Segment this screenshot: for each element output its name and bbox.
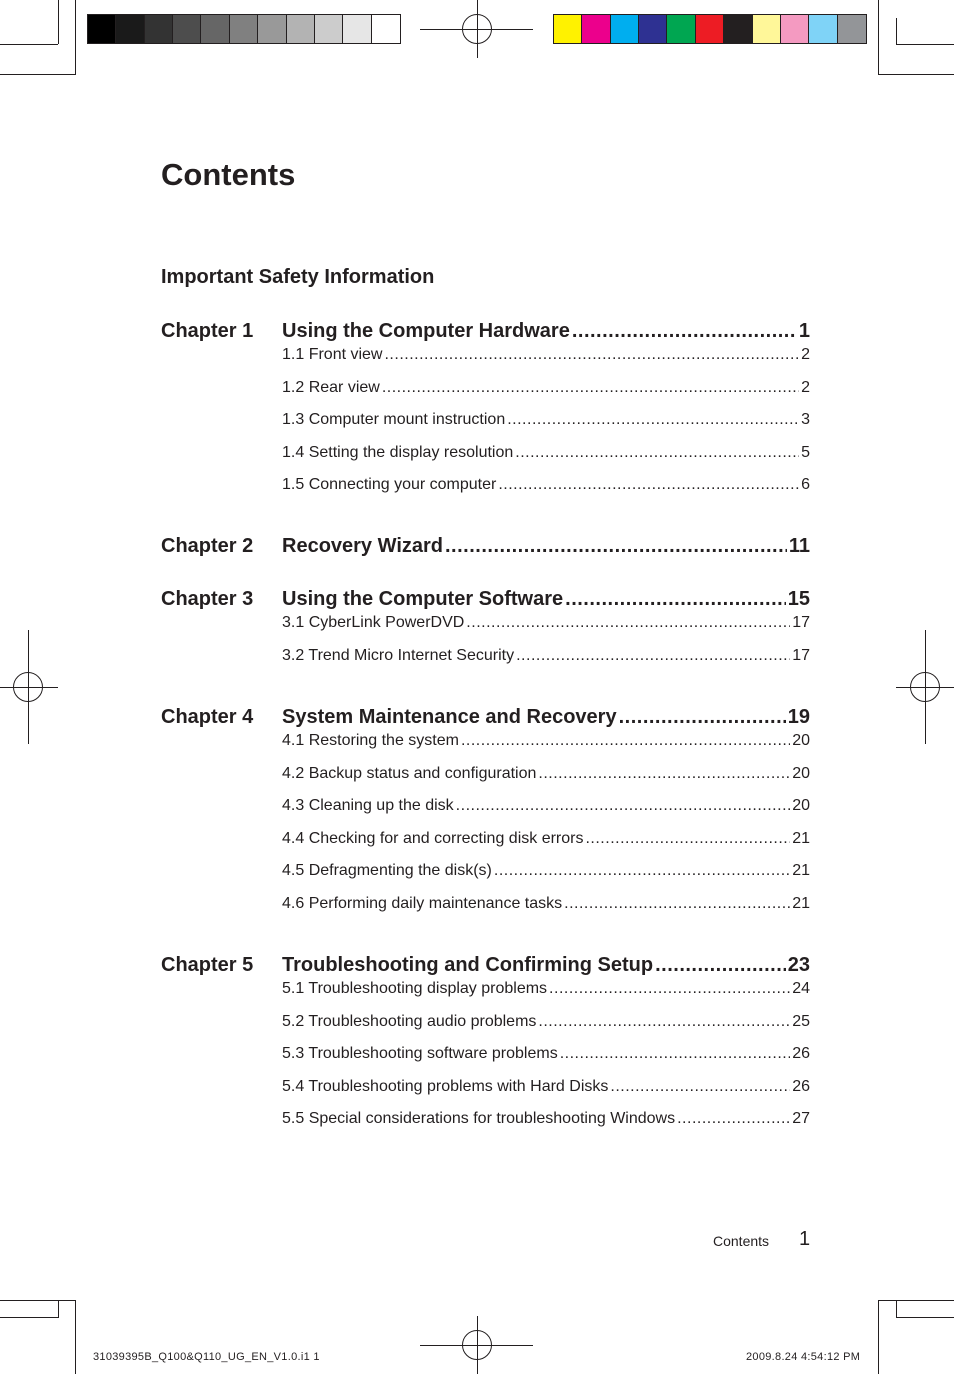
section-title: 4.1 Restoring the system bbox=[282, 732, 459, 749]
color-swatch bbox=[116, 15, 144, 43]
dot-leader bbox=[538, 1013, 790, 1031]
section-entry[interactable] bbox=[282, 1045, 810, 1063]
section-title: 1.4 Setting the display resolution bbox=[282, 443, 514, 461]
section-title: 5.3 Troubleshooting software problems bbox=[282, 1045, 558, 1062]
section-page-number: 6 bbox=[801, 476, 810, 493]
section-title: 1.1 Front view bbox=[282, 346, 383, 363]
section-page-number: 26 bbox=[792, 1077, 810, 1095]
section-page-number: 20 bbox=[792, 764, 810, 782]
section-entry[interactable] bbox=[282, 379, 810, 397]
section-title: 1.2 Rear view bbox=[282, 378, 380, 396]
dot-leader bbox=[516, 647, 790, 665]
footer-section-label: Contents bbox=[713, 1233, 770, 1249]
print-slug-date: 2009.8.24 4:54:12 PM bbox=[746, 1351, 861, 1363]
section-page-number: 24 bbox=[792, 980, 810, 997]
registration-target-icon bbox=[462, 14, 492, 44]
section-title: 5.5 Special considerations for troubleshooting Windows bbox=[282, 1110, 676, 1127]
chapter-title: Recovery Wizard bbox=[282, 535, 443, 557]
section-entry[interactable] bbox=[282, 862, 810, 880]
color-swatch bbox=[582, 15, 610, 43]
dot-leader bbox=[498, 476, 799, 494]
section-title: 4.4 Checking for and correcting disk errors bbox=[282, 829, 584, 847]
dot-leader bbox=[507, 411, 799, 429]
color-swatch bbox=[809, 15, 837, 43]
section-entry[interactable] bbox=[282, 732, 810, 750]
chapter-page-number: 11 bbox=[788, 535, 810, 557]
section-page-number: 5 bbox=[801, 443, 810, 461]
section-page-number: 21 bbox=[792, 894, 810, 912]
section-title: 3.1 CyberLink PowerDVD bbox=[282, 614, 465, 631]
section-title: 3.2 Trend Micro Internet Security bbox=[282, 646, 515, 664]
color-swatch bbox=[315, 15, 343, 43]
color-swatch bbox=[230, 15, 258, 43]
section-page-number: 20 bbox=[792, 797, 810, 814]
chapter-label: Chapter 1 bbox=[161, 320, 254, 342]
dot-leader bbox=[382, 379, 799, 397]
toc-safety-heading[interactable]: Important Safety Information bbox=[161, 266, 435, 288]
registration-target-icon bbox=[910, 672, 940, 702]
section-entry[interactable] bbox=[282, 797, 810, 815]
section-title: 5.1 Troubleshooting display problems bbox=[282, 980, 548, 997]
chapter-label: Chapter 4 bbox=[161, 706, 254, 728]
dot-leader bbox=[572, 320, 797, 343]
section-title: 1.5 Connecting your computer bbox=[282, 476, 497, 493]
section-page-number: 2 bbox=[801, 378, 810, 396]
chapter-page-number: 1 bbox=[798, 320, 810, 342]
section-title: 4.5 Defragmenting the disk(s) bbox=[282, 862, 492, 879]
chapter-page-number: 19 bbox=[787, 706, 810, 728]
section-title: 4.6 Performing daily maintenance tasks bbox=[282, 894, 563, 912]
color-swatch bbox=[258, 15, 286, 43]
section-page-number: 26 bbox=[792, 1045, 810, 1062]
dot-leader bbox=[466, 614, 790, 632]
chapter-label: Chapter 2 bbox=[161, 535, 254, 557]
color-swatch bbox=[724, 15, 752, 43]
dot-leader bbox=[445, 535, 787, 558]
color-swatch bbox=[781, 15, 809, 43]
chapter-label: Chapter 5 bbox=[161, 954, 254, 976]
color-swatch bbox=[88, 15, 116, 43]
section-entry[interactable] bbox=[282, 980, 810, 998]
dot-leader bbox=[564, 895, 790, 913]
color-swatch bbox=[639, 15, 667, 43]
section-entry[interactable] bbox=[282, 895, 810, 913]
color-swatch bbox=[696, 15, 724, 43]
dot-leader bbox=[677, 1110, 790, 1128]
color-swatch bbox=[145, 15, 173, 43]
dot-leader bbox=[610, 1078, 790, 1096]
dot-leader bbox=[384, 346, 799, 364]
dot-leader bbox=[565, 588, 786, 611]
section-entry[interactable] bbox=[282, 476, 810, 494]
section-page-number: 27 bbox=[792, 1110, 810, 1127]
chapter-entry[interactable] bbox=[282, 954, 810, 977]
section-title: 5.2 Troubleshooting audio problems bbox=[282, 1012, 537, 1030]
section-page-number: 2 bbox=[801, 346, 810, 363]
section-page-number: 17 bbox=[792, 646, 810, 664]
registration-target-icon bbox=[13, 672, 43, 702]
dot-leader bbox=[619, 706, 786, 729]
section-entry[interactable] bbox=[282, 830, 810, 848]
color-swatch bbox=[372, 15, 400, 43]
chapter-entry[interactable] bbox=[282, 588, 810, 611]
dot-leader bbox=[515, 444, 799, 462]
chapter-entry[interactable] bbox=[282, 320, 810, 343]
footer-page-number: 1 bbox=[799, 1228, 811, 1250]
section-entry[interactable] bbox=[282, 1110, 810, 1128]
section-entry[interactable] bbox=[282, 647, 810, 665]
page-title: Contents bbox=[161, 157, 296, 192]
section-entry[interactable] bbox=[282, 411, 810, 429]
section-page-number: 25 bbox=[792, 1012, 810, 1030]
dot-leader bbox=[560, 1045, 790, 1063]
dot-leader bbox=[549, 980, 790, 998]
chapter-page-number: 15 bbox=[787, 588, 810, 610]
print-slug-file: 31039395B_Q100&Q110_UG_EN_V1.0.i1 1 bbox=[93, 1351, 320, 1363]
color-swatch bbox=[173, 15, 201, 43]
chapter-label: Chapter 3 bbox=[161, 588, 254, 610]
chapter-title: Using the Computer Hardware bbox=[282, 320, 570, 342]
grayscale-color-bar bbox=[87, 14, 401, 44]
section-entry[interactable] bbox=[282, 444, 810, 462]
process-color-bar bbox=[553, 14, 867, 44]
color-swatch bbox=[838, 15, 866, 43]
section-title: 5.4 Troubleshooting problems with Hard Disks bbox=[282, 1077, 609, 1095]
color-swatch bbox=[343, 15, 371, 43]
dot-leader bbox=[655, 954, 786, 977]
section-title: 4.3 Cleaning up the disk bbox=[282, 797, 454, 814]
section-title: 4.2 Backup status and configuration bbox=[282, 764, 537, 782]
dot-leader bbox=[585, 830, 790, 848]
chapter-title: Troubleshooting and Confirming Setup bbox=[282, 954, 654, 976]
section-entry[interactable] bbox=[282, 614, 810, 632]
section-title: 1.3 Computer mount instruction bbox=[282, 411, 506, 428]
chapter-title: Using the Computer Software bbox=[282, 588, 564, 610]
section-entry[interactable] bbox=[282, 346, 810, 364]
color-swatch bbox=[667, 15, 695, 43]
chapter-title: System Maintenance and Recovery bbox=[282, 706, 617, 728]
section-page-number: 21 bbox=[792, 829, 810, 847]
registration-target-icon bbox=[462, 1330, 492, 1360]
section-page-number: 21 bbox=[792, 862, 810, 879]
dot-leader bbox=[461, 732, 790, 750]
section-entry[interactable] bbox=[282, 1078, 810, 1096]
section-entry[interactable] bbox=[282, 1013, 810, 1031]
section-page-number: 17 bbox=[792, 614, 810, 631]
color-swatch bbox=[287, 15, 315, 43]
section-page-number: 3 bbox=[801, 411, 810, 428]
section-page-number: 20 bbox=[792, 732, 810, 749]
chapter-entry[interactable] bbox=[282, 706, 810, 729]
dot-leader bbox=[494, 862, 790, 880]
chapter-page-number: 23 bbox=[787, 954, 810, 976]
chapter-entry[interactable] bbox=[282, 535, 810, 558]
color-swatch bbox=[201, 15, 229, 43]
dot-leader bbox=[538, 765, 790, 783]
dot-leader bbox=[456, 797, 791, 815]
color-swatch bbox=[611, 15, 639, 43]
color-swatch bbox=[753, 15, 781, 43]
section-entry[interactable] bbox=[282, 765, 810, 783]
color-swatch bbox=[554, 15, 582, 43]
